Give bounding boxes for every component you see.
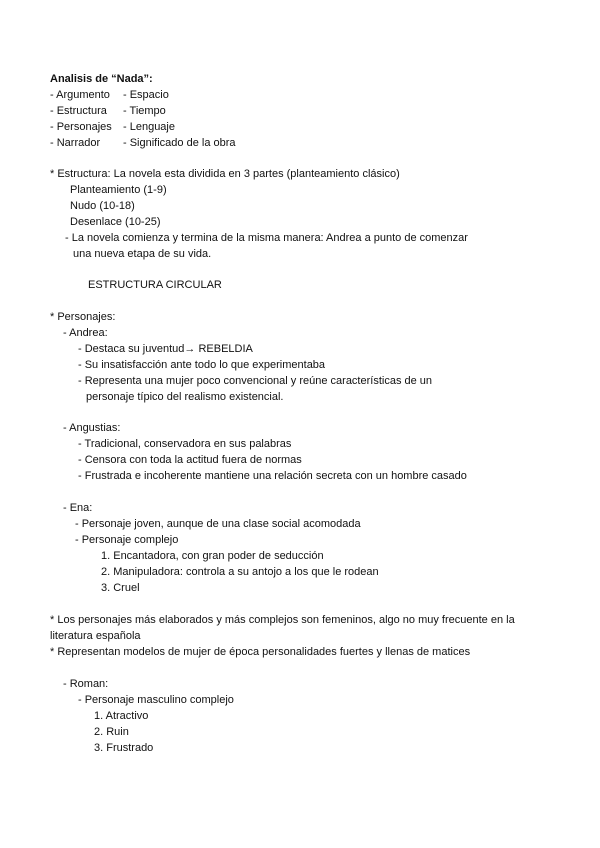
personajes-note: * Representan modelos de mujer de época personalidades fuertes y llenas de matices (50, 646, 471, 658)
index-estructura: - Estructura (50, 105, 107, 117)
ena-subitem: 3. Cruel (101, 582, 140, 594)
estructura-intro: * Estructura: La novela esta dividida en 3 partes (planteamiento clásico) (50, 168, 400, 180)
roman-item: - Personaje masculino complejo (78, 694, 234, 706)
angustias-item: - Tradicional, conservadora en sus palabras (78, 438, 292, 450)
index-espacio: - Espacio (123, 89, 169, 101)
index-tiempo: - Tiempo (123, 105, 166, 117)
ena-subitem: 1. Encantadora, con gran poder de seducción (101, 550, 324, 562)
andrea-item-cont: personaje típico del realismo existencial. (86, 391, 284, 403)
angustias-item: - Censora con toda la actitud fuera de normas (78, 454, 302, 466)
andrea-item: - Su insatisfacción ante todo lo que experimentaba (78, 359, 326, 371)
roman-name: - Roman: (63, 678, 109, 690)
personajes-heading: * Personajes: (50, 311, 116, 323)
ena-item: - Personaje joven, aunque de una clase social acomodada (75, 518, 361, 530)
estructura-part: Planteamiento (1-9) (70, 184, 167, 196)
andrea-item: - Destaca su juventud→ REBELDIA (78, 343, 253, 355)
estructura-part: Nudo (10-18) (70, 200, 135, 212)
estructura-circular: ESTRUCTURA CIRCULAR (88, 279, 222, 291)
index-significado: - Significado de la obra (123, 137, 236, 149)
index-lenguaje: - Lenguaje (123, 121, 175, 133)
personajes-note-cont: literatura española (50, 630, 141, 642)
andrea-name: - Andrea: (63, 327, 108, 339)
roman-subitem: 1. Atractivo (94, 710, 149, 722)
ena-name: - Ena: (63, 502, 93, 514)
angustias-item: - Frustrada e incoherente mantiene una relación secreta con un hombre casado (78, 470, 467, 482)
estructura-note-cont: una nueva etapa de su vida. (73, 248, 212, 260)
index-argumento: - Argumento (50, 89, 110, 101)
andrea-item: - Representa una mujer poco convencional y reúne características de un (78, 375, 433, 387)
estructura-note: - La novela comienza y termina de la misma manera: Andrea a punto de comenzar (65, 232, 468, 244)
document-title: Analisis de “Nada”: (50, 73, 153, 85)
roman-subitem: 2. Ruin (94, 726, 129, 738)
index-personajes: - Personajes (50, 121, 112, 133)
personajes-note: * Los personajes más elaborados y más complejos son femeninos, algo no muy frecuente en la (50, 614, 515, 626)
estructura-part: Desenlace (10-25) (70, 216, 161, 228)
index-narrador: - Narrador (50, 137, 101, 149)
ena-item: - Personaje complejo (75, 534, 179, 546)
angustias-name: - Angustias: (63, 422, 121, 434)
roman-subitem: 3. Frustrado (94, 742, 154, 754)
ena-subitem: 2. Manipuladora: controla a su antojo a los que le rodean (101, 566, 379, 578)
